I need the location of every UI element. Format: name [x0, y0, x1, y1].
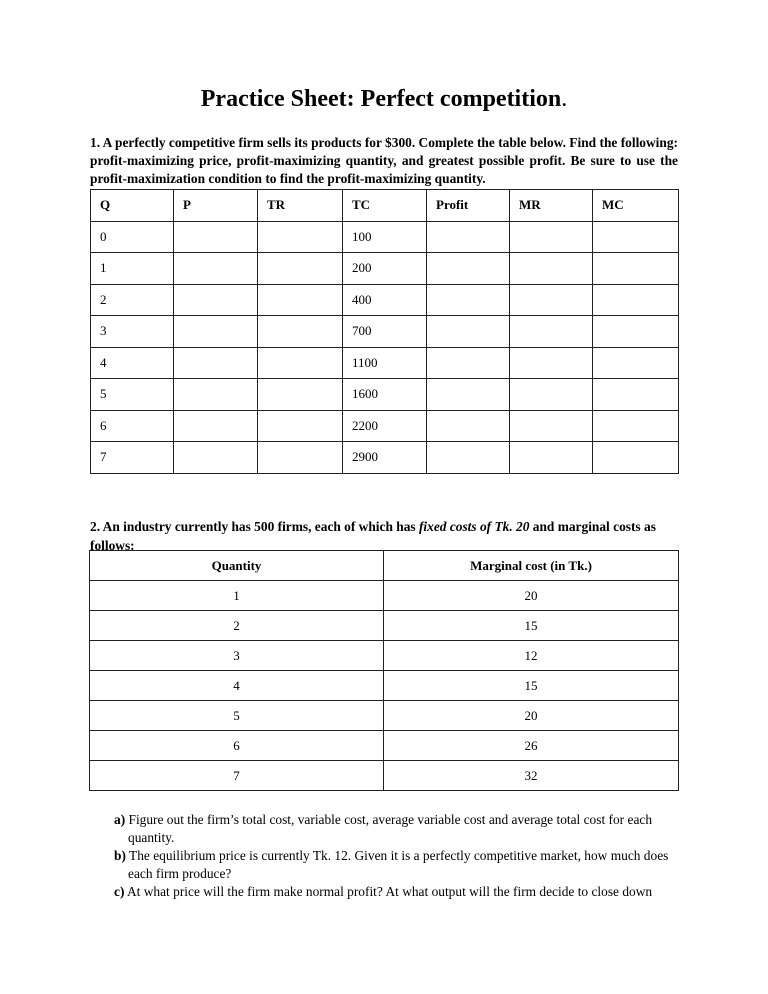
- cell-profit: [427, 284, 510, 316]
- table-row: [90, 671, 679, 701]
- table-header-row: [90, 551, 679, 581]
- header-quantity: Quantity: [90, 551, 384, 581]
- cell-tc: 200: [343, 253, 427, 285]
- cell-mc: [593, 442, 679, 474]
- cell-q: 0: [91, 221, 174, 253]
- cell-profit: [427, 379, 510, 411]
- subquestion-b: [114, 847, 684, 883]
- cell-q: 3: [91, 316, 174, 348]
- cell-quantity: 5: [90, 701, 384, 731]
- subquestion-text: At what price will the firm make normal profit? At what output will the firm decide to close down: [124, 884, 653, 899]
- table-row: [91, 284, 679, 316]
- cell-tr: [258, 316, 343, 348]
- cell-tc: 2200: [343, 410, 427, 442]
- question-2-fixed-cost: fixed costs of Tk. 20: [418, 519, 530, 534]
- cell-marginal-cost: 32: [384, 761, 679, 791]
- cell-mr: [510, 221, 593, 253]
- question-2-subquestions: [114, 811, 684, 901]
- cell-mc: [593, 253, 679, 285]
- cell-mr: [510, 316, 593, 348]
- cell-q: 7: [91, 442, 174, 474]
- cell-profit: [427, 316, 510, 348]
- cell-tr: [258, 442, 343, 474]
- cell-marginal-cost: 20: [384, 701, 679, 731]
- subquestion-a: [114, 811, 684, 847]
- cell-p: [174, 347, 258, 379]
- table-header-row: [91, 190, 679, 222]
- cell-tc: 1600: [343, 379, 427, 411]
- question-1-text: 1. A perfectly competitive firm sells its products for $300. Complete the table below. Find the following: profit-maximizing price, profit-maximizing quantity, and greatest possible profit. Be sure to use the profit-maximization condition to find the profit-maximizing quantity.: [90, 135, 678, 186]
- cell-q: 1: [91, 253, 174, 285]
- table-row: [90, 611, 679, 641]
- page-title: [0, 86, 768, 113]
- subquestion-text: Figure out the firm’s total cost, variable cost, average variable cost and average total cost for each quantity.: [125, 812, 653, 845]
- cell-quantity: 1: [90, 581, 384, 611]
- cell-quantity: 2: [90, 611, 384, 641]
- cell-q: 6: [91, 410, 174, 442]
- table-row: [91, 221, 679, 253]
- cell-mc: [593, 379, 679, 411]
- cell-mc: [593, 221, 679, 253]
- subquestion-label: a): [114, 812, 126, 827]
- cell-tr: [258, 410, 343, 442]
- header-p: P: [174, 190, 258, 222]
- cell-q: 5: [91, 379, 174, 411]
- cell-tc: 700: [343, 316, 427, 348]
- subquestion-label: c): [114, 884, 125, 899]
- cell-mr: [510, 284, 593, 316]
- table-row: [91, 347, 679, 379]
- table-row: [90, 581, 679, 611]
- cell-marginal-cost: 12: [384, 641, 679, 671]
- table-row: [90, 761, 679, 791]
- table-row: [91, 442, 679, 474]
- page-title-text: Practice Sheet: Perfect competition: [200, 86, 562, 112]
- subquestion-text: The equilibrium price is currently Tk. 12. Given it is a perfectly competitive market, how much does each firm produce?: [125, 848, 669, 881]
- cell-tr: [258, 347, 343, 379]
- table-row: [91, 410, 679, 442]
- cell-profit: [427, 253, 510, 285]
- cell-q: 2: [91, 284, 174, 316]
- cell-mr: [510, 379, 593, 411]
- subquestion-c: [114, 883, 684, 901]
- cell-tc: 1100: [343, 347, 427, 379]
- cell-p: [174, 410, 258, 442]
- cell-tc: 2900: [343, 442, 427, 474]
- cell-tr: [258, 253, 343, 285]
- table-row: [91, 253, 679, 285]
- question-1-table: [90, 189, 679, 474]
- cell-p: [174, 221, 258, 253]
- cell-mc: [593, 410, 679, 442]
- cell-mr: [510, 442, 593, 474]
- cell-profit: [427, 410, 510, 442]
- cell-quantity: 3: [90, 641, 384, 671]
- header-tr: TR: [258, 190, 343, 222]
- cell-mr: [510, 410, 593, 442]
- cell-q: 4: [91, 347, 174, 379]
- cell-tr: [258, 221, 343, 253]
- page-title-period: .: [561, 86, 568, 112]
- cell-mc: [593, 316, 679, 348]
- cell-mc: [593, 347, 679, 379]
- cell-quantity: 7: [90, 761, 384, 791]
- question-2-text-before: 2. An industry currently has 500 firms, each of which has: [90, 519, 419, 534]
- table-row: [91, 379, 679, 411]
- table-row: [91, 316, 679, 348]
- cell-mc: [593, 284, 679, 316]
- cell-p: [174, 316, 258, 348]
- cell-marginal-cost: 26: [384, 731, 679, 761]
- table-row: [90, 641, 679, 671]
- cell-mr: [510, 253, 593, 285]
- cell-p: [174, 379, 258, 411]
- cell-marginal-cost: 15: [384, 611, 679, 641]
- subquestion-label: b): [114, 848, 126, 863]
- header-tc: TC: [343, 190, 427, 222]
- header-marginal-cost: Marginal cost (in Tk.): [384, 551, 679, 581]
- cell-tc: 100: [343, 221, 427, 253]
- cell-p: [174, 284, 258, 316]
- cell-marginal-cost: 20: [384, 581, 679, 611]
- cell-mr: [510, 347, 593, 379]
- question-2-text-after: and marginal costs as follows:: [90, 519, 656, 553]
- cell-profit: [427, 221, 510, 253]
- cell-tr: [258, 284, 343, 316]
- cell-tr: [258, 379, 343, 411]
- cell-p: [174, 253, 258, 285]
- cell-quantity: 4: [90, 671, 384, 701]
- header-profit: Profit: [427, 190, 510, 222]
- table-row: [90, 701, 679, 731]
- cell-quantity: 6: [90, 731, 384, 761]
- header-mr: MR: [510, 190, 593, 222]
- cell-tc: 400: [343, 284, 427, 316]
- header-q: Q: [91, 190, 174, 222]
- cell-profit: [427, 347, 510, 379]
- cell-marginal-cost: 15: [384, 671, 679, 701]
- table-row: [90, 731, 679, 761]
- cell-profit: [427, 442, 510, 474]
- header-mc: MC: [593, 190, 679, 222]
- question-2-table: [89, 550, 679, 791]
- cell-p: [174, 442, 258, 474]
